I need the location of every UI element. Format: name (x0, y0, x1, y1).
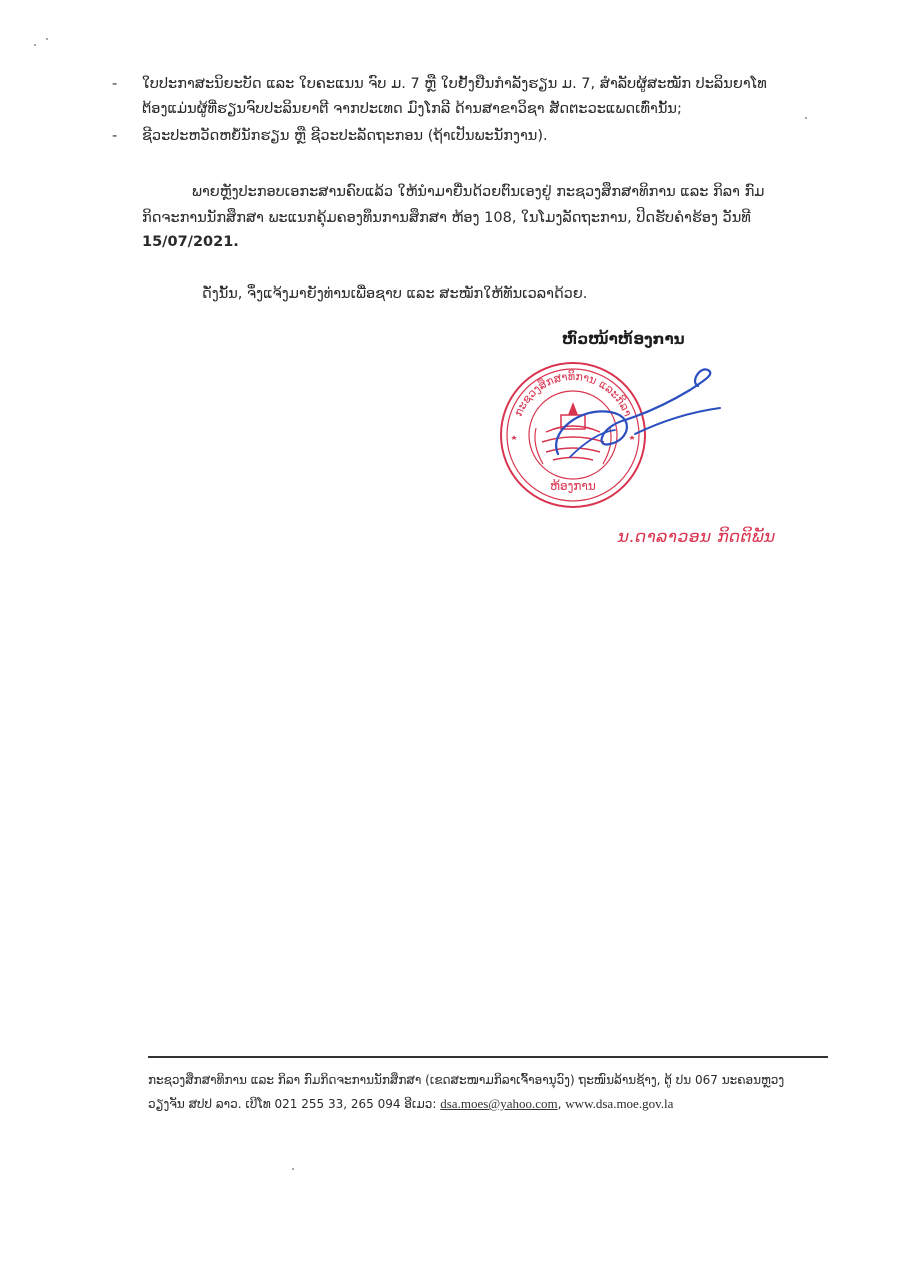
scan-speck (292, 1168, 294, 1170)
signatory-title: ຫົວໜ້າຫ້ອງການ (562, 330, 685, 348)
scan-speck (46, 38, 48, 40)
instruction-line: ພາຍຫຼັງປະກອບເອກະສານຄົບແລ້ວ ໃຫ້ນຳມາຍື່ນດ້ວຍຕົນເອງຢູ່ ກະຊວງສຶກສາທິການ ແລະ ກິລາ ກົມ (192, 184, 765, 200)
email-link[interactable]: dsa.moes@yahoo.com (440, 1096, 558, 1111)
website-link[interactable]: www.dsa.moe.gov.la (565, 1096, 674, 1111)
handwritten-signature (540, 362, 730, 472)
scan-speck (34, 44, 36, 46)
deadline-date: 15/07/2021. (142, 234, 239, 250)
signatory-name: ນ.ດາລາວອນ ກິດຕິພັນ (618, 527, 776, 547)
footer-line: ວຽງຈັນ ສປປ ລາວ. ເບີໂທ 021 255 33, 265 094 ອີເມວ: dsa.moes@yahoo.com, www.dsa.moe.gov.la (148, 1096, 674, 1111)
footer-address (148, 1068, 838, 1116)
footer-line: ກະຊວງສຶກສາທິການ ແລະ ກິລາ ກົມກິດຈະການນັກສຶກສາ (ເຂດສະໜາມກິລາເຈົ້າອານຸວົງ) ຖະໜົນລ້ານຊ້າງ, ຕູ້ ປນ 067 ນະຄອນຫຼວງ (148, 1073, 785, 1087)
requirement-line: ຊີວະປະຫວັດຫຍໍ້ນັກຮຽນ ຫຼື ຊີວະປະລັດຖະກອນ (ຖ້າເປັນພະນັກງານ). (142, 128, 548, 144)
bullet-dash: - (112, 76, 118, 92)
seal-text-top: ກະຊວງສຶກສາທິການ ແລະກິລາ (511, 369, 635, 419)
requirement-line: ໃບປະກາສະນິຍະບັດ ແລະ ໃບຄະແນນ ຈົບ ມ. 7 ຫຼື ໃບຢັ້ງຢືນກຳລັງຮຽນ ມ. 7, ສຳລັບຜູ້ສະໝັກ ປະລິນຍາໂທ (142, 76, 767, 92)
instruction-line: ກິດຈະການນັກສຶກສາ ພະແນກຄຸ້ມຄອງທຶນການສຶກສາ ຫ້ອງ 108, ໃນໂມງລັດຖະການ, ປິດຮັບຄຳຮ້ອງ ວັນທີ (142, 210, 751, 226)
seal-text-bottom: ຫ້ອງການ (550, 479, 596, 493)
bullet-dash: - (112, 128, 118, 144)
footer-contact: ວຽງຈັນ ສປປ ລາວ. ເບີໂທ 021 255 33, 265 094 ອີເມວ: (148, 1097, 441, 1111)
requirement-line: ຕ້ອງແມ່ນຜູ້ທີ່ຮຽນຈົບປະລິນຍາຕີ ຈາກປະເທດ ມົງໂກລີ ດ້ານສາຂາວິຊາ ສັດຕະວະແພດເທົ່ານັ້ນ; (142, 101, 682, 117)
scan-speck (805, 117, 807, 119)
closing-sentence: ດັ່ງນັ້ນ, ຈຶ່ງແຈ້ງມາຍັງທ່ານເພື່ອຊາບ ແລະ ສະໝັກໃຫ້ທັນເວລາດ້ວຍ. (202, 286, 588, 302)
footer-divider (148, 1056, 828, 1058)
